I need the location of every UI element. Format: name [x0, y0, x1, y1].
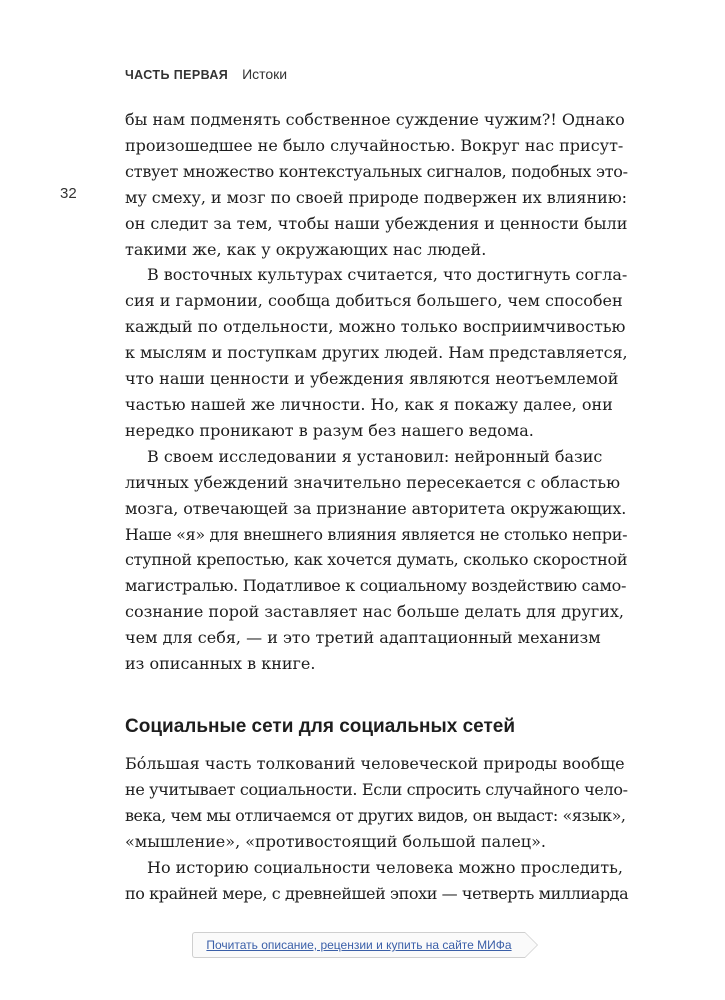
- text-line: по крайней мере, с древнейшей эпохи — четверть миллиарда: [125, 883, 629, 903]
- text-line: бы нам подменять собственное суждение чужим?! Однако: [125, 110, 625, 129]
- text-line: В восточных культурах считается, что достигнуть согла-: [147, 265, 628, 285]
- text-line: чем для себя, — и это третий адаптационный механизм: [125, 628, 601, 648]
- text-line: Но историю социальности человека можно проследить,: [147, 857, 623, 877]
- text-line: Наше «я» для внешнего влияния является не столько непри-: [125, 524, 628, 544]
- text-line: к мыслям и поступкам других людей. Нам представляется,: [125, 343, 628, 363]
- page-number: 32: [60, 185, 77, 202]
- text-line: частью нашей же личности. Но, как я покажу далее, они: [125, 394, 613, 414]
- body-text-top: [125, 107, 628, 677]
- text-line: века, чем мы отличаемся от других видов, он выдаст: «язык»,: [125, 805, 626, 825]
- text-line: магистралью. Податливое к социальному воздействию само-: [125, 576, 627, 596]
- text-line: что наши ценности и убеждения являются неотъемлемой: [125, 369, 619, 389]
- text-line: ступной крепостью, как хочется думать, сколько скоростной: [125, 550, 628, 570]
- text-line: В своем исследовании я установил: нейронный базис: [147, 446, 603, 466]
- text-line: из описанных в книге.: [125, 654, 316, 674]
- buy-link[interactable]: Почитать описание, рецензии и купить на сайте МИФа: [206, 938, 512, 952]
- text-line: каждый по отдельности, можно только восприимчивостью: [125, 317, 626, 337]
- text-line: му смеху, и мозг по своей природе подвержен их влиянию:: [125, 187, 627, 207]
- body-text-bottom: [125, 751, 628, 906]
- running-head: [125, 66, 287, 82]
- text-line: «мышление», «противостоящий большой палец».: [125, 831, 546, 851]
- chapter-label: Истоки: [242, 66, 288, 82]
- text-line: сия и гармонии, сообща добиться большего, чем способен: [125, 291, 623, 311]
- text-line: не учитывает социальности. Если спросить случайного чело-: [125, 779, 628, 799]
- section-heading: Социальные сети для социальных сетей: [125, 716, 516, 737]
- text-line: сознание порой заставляет нас больше делать для других,: [125, 602, 624, 622]
- text-line: личных убеждений значительно пересекается с областью: [125, 472, 621, 492]
- buy-banner[interactable]: [192, 932, 525, 958]
- text-line: такими же, как у окружающих нас людей.: [125, 239, 487, 259]
- text-line: ствует множество контекстуальных сигналов, подобных это-: [125, 161, 628, 181]
- text-line: мозга, отвечающей за признание авторитета окружающих.: [125, 498, 627, 518]
- text-line: произошедшее не было случайностью. Вокруг нас присут-: [125, 135, 624, 155]
- text-line: нередко проникают в разум без нашего ведома.: [125, 420, 534, 440]
- text-line: Бо́льшая часть толкований человеческой природы вообще: [125, 754, 625, 773]
- text-line: он следит за тем, чтобы наши убеждения и ценности были: [125, 213, 628, 233]
- part-label: ЧАСТЬ ПЕРВАЯ: [125, 68, 229, 82]
